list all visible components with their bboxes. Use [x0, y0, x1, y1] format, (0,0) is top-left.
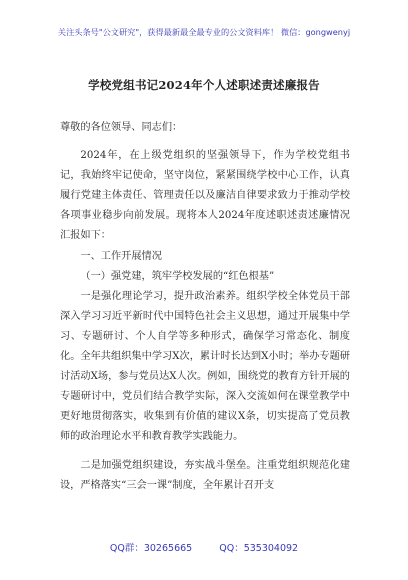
subsection-heading: （一）强党建，筑牢学校发展的“红色根基”: [80, 270, 275, 282]
footer-qq-group: QQ群：30265665: [109, 543, 193, 554]
paragraph-theory-study: 一是强化理论学习，提升政治素养。组织学校全体党员干部深入学习习近平新时代中国特色社会主义思想，通过开展集中学习、专题研讨、个人自学等多种形式，确保学习常态化、制度化。全年共组织集中学习X次，累计时长达到X小时；举办专题研讨活动X场，参与党员达X人次。例如，围绕党的教育方针开展的专题研讨中，党员们结合教学实际，深入交流如何在课堂教学中更好地贯彻落实，收集到有价值的建议X条，切实提高了党员教师的政治理论水平和教育教学实践能力。: [60, 290, 350, 443]
document-body: [60, 118, 350, 496]
greeting: 尊敬的各位领导、同志们：: [60, 122, 183, 133]
document-title: 学校党组书记2024年个人述职述责述廉报告: [88, 78, 320, 92]
section-heading: 一、工作开展情况: [80, 250, 162, 262]
paragraph-intro: 2024年，在上级党组织的坚强领导下，作为学校党组书记，我始终牢记使命，坚守岗位，紧紧围绕学校中心工作，认真履行党建主体责任、管理责任以及廉洁自律要求致力于推动学校各项事业稳步向前发展。现将本人2024年度述职述责述廉情况汇报如下：: [60, 150, 350, 242]
header-note: 关注头条号"公文研究"，获得最新最全最专业的公文资料库！ 微信：gongwenyj: [57, 27, 351, 37]
paragraph-party-building: 二是加强党组织建设，夯实战斗堡垒。注重党组织规范化建设，严格落实“三会一课”制度，全年累计召开支: [60, 459, 350, 491]
footer-qq-number: QQ：535304092: [219, 543, 299, 554]
footer-contact: [0, 540, 408, 554]
